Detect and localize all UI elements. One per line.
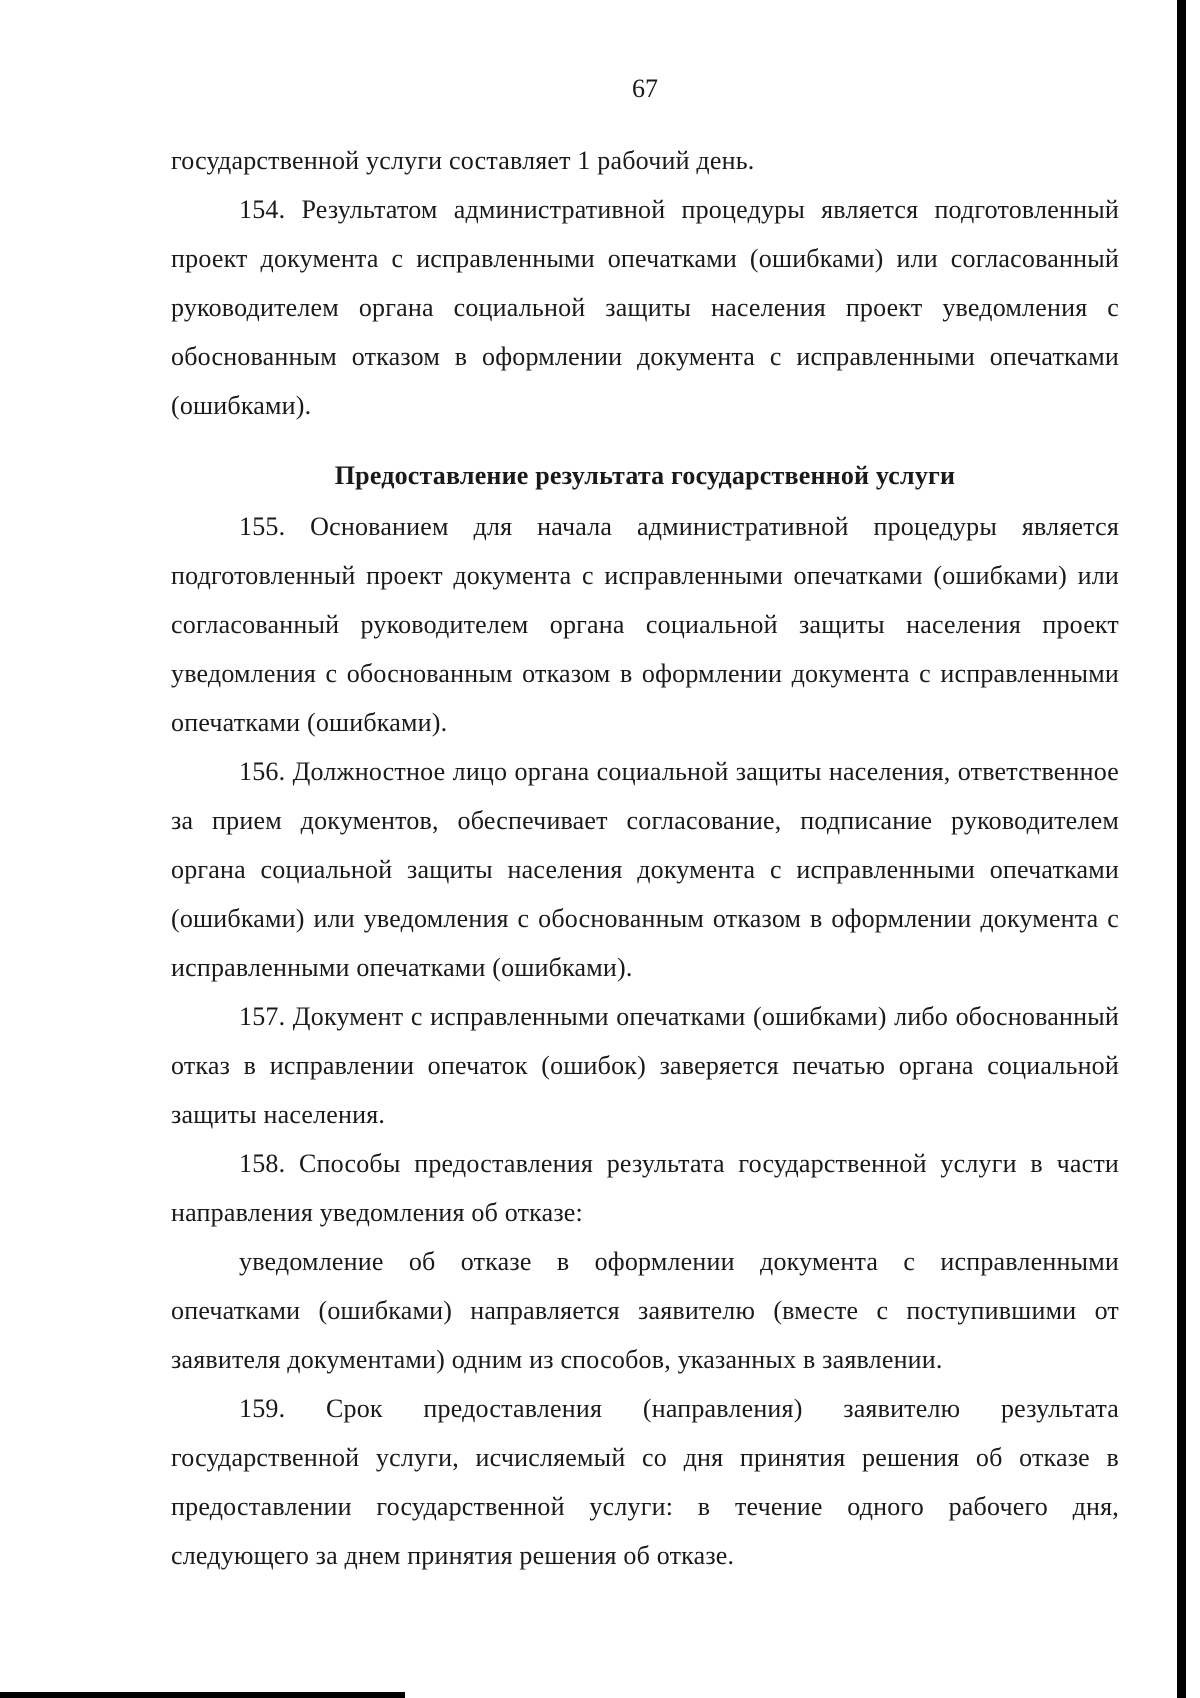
scan-edge-bottom <box>0 1692 405 1698</box>
paragraph-156: 156. Должностное лицо органа социальной защиты населения, ответственное за прием документов, обеспечивает согласование, подписание руководителем органа социальной защиты населения документа с исправленными опечатками (ошибками) или уведомления с обоснованным отказом в оформлении документа с исправленными опечатками (ошибками). <box>171 757 1119 982</box>
page-number: 67 <box>632 74 658 103</box>
paragraph-158-item: уведомление об отказе в оформлении документа с исправленными опечатками (ошибками) направляется заявителю (вместе с поступившими от заявителя документами) одним из способов, указанных в заявлении. <box>171 1247 1119 1374</box>
paragraph-159: 159. Срок предоставления (направления) заявителю результата государственной услуги, исчисляемый со дня принятия решения об отказе в предоставлении государственной услуги: в течение одного рабочего дня, следующего за днем принятия решения об отказе. <box>171 1394 1119 1570</box>
paragraph-154: 154. Результатом административной процедуры является подготовленный проект документа с исправленными опечатками (ошибками) или согласованный руководителем органа социальной защиты населения проект уведомления с обоснованным отказом в оформлении документа с исправленными опечатками (ошибками). <box>171 195 1119 420</box>
scan-edge-right <box>1177 0 1186 1698</box>
paragraph-157: 157. Документ с исправленными опечатками (ошибками) либо обоснованный отказ в исправлении опечаток (ошибок) заверяется печатью органа социальной защиты населения. <box>171 1002 1119 1129</box>
paragraph-158: 158. Способы предоставления результата государственной услуги в части направления уведомления об отказе: <box>171 1149 1119 1227</box>
paragraph-continuation: государственной услуги составляет 1 рабочий день. <box>171 146 755 175</box>
section-heading: Предоставление результата государственной услуги <box>334 461 956 490</box>
document-body <box>171 136 1119 1580</box>
paragraph-155: 155. Основанием для начала административной процедуры является подготовленный проект документа с исправленными опечатками (ошибками) или согласованный руководителем органа социальной защиты населения проект уведомления с обоснованным отказом в оформлении документа с исправленными опечатками (ошибками). <box>171 512 1119 737</box>
